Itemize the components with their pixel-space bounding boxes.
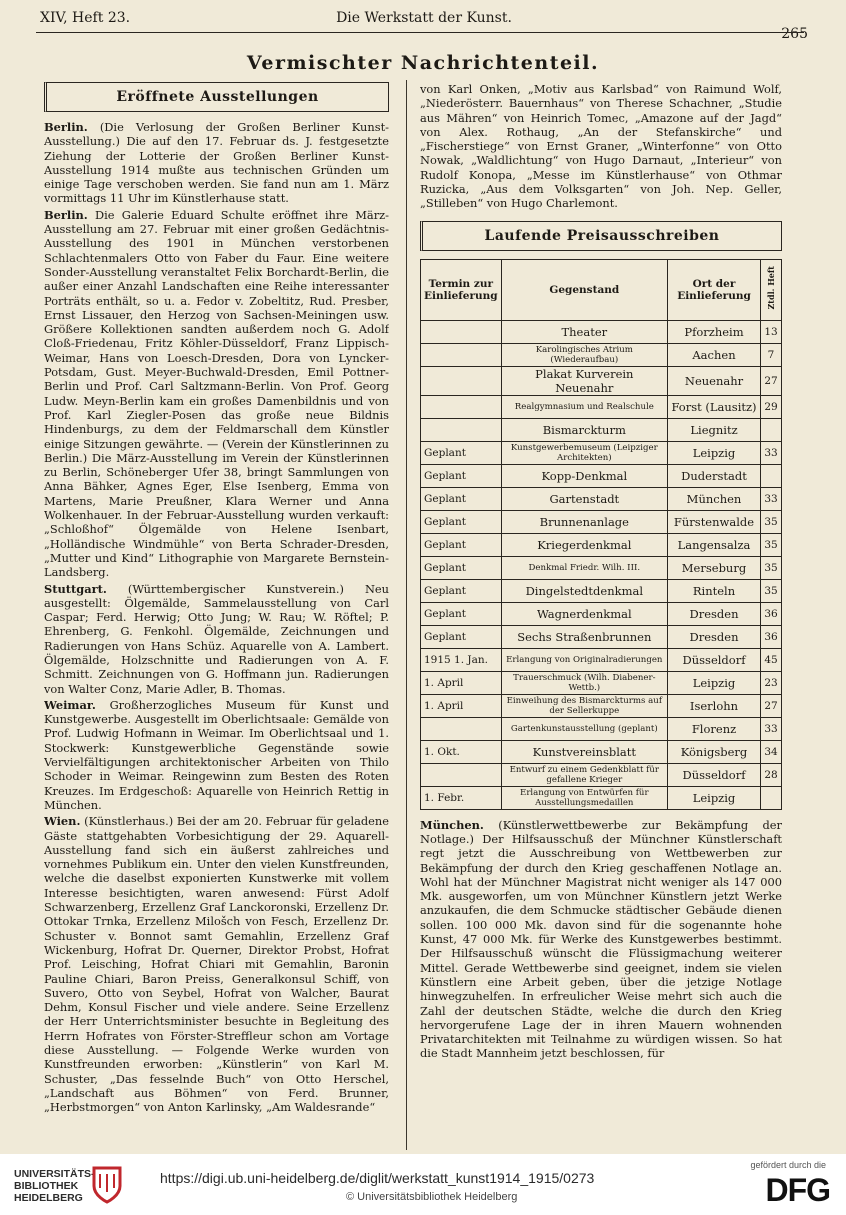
cell-heft: 13 bbox=[761, 320, 782, 343]
cell-gegenstand: Kunstvereinsblatt bbox=[501, 740, 667, 763]
cell-gegenstand: Brunnenanlage bbox=[501, 510, 667, 533]
table-row bbox=[421, 625, 782, 648]
cell-ort: Leipzig bbox=[668, 671, 761, 694]
cell-ort: Leipzig bbox=[668, 786, 761, 809]
section-heading-competitions bbox=[420, 221, 782, 251]
entry-lead: Weimar. bbox=[44, 697, 96, 712]
table-row bbox=[421, 533, 782, 556]
entry-lead: Stuttgart. bbox=[44, 581, 107, 596]
table-header-row bbox=[421, 259, 782, 320]
cell-heft: 35 bbox=[761, 533, 782, 556]
cell-ort: Iserlohn bbox=[668, 694, 761, 717]
table-row bbox=[421, 763, 782, 786]
cell-termin bbox=[421, 763, 502, 786]
cell-ort: München bbox=[668, 487, 761, 510]
running-header bbox=[40, 8, 808, 42]
cell-termin: Geplant bbox=[421, 625, 502, 648]
cell-ort: Pforzheim bbox=[668, 320, 761, 343]
news-entry bbox=[44, 814, 389, 1114]
cell-heft: 36 bbox=[761, 625, 782, 648]
cell-termin: Geplant bbox=[421, 602, 502, 625]
cell-gegenstand: Dingelstedtdenkmal bbox=[501, 579, 667, 602]
col-header-heft bbox=[761, 259, 782, 320]
entry-lead: München. bbox=[420, 817, 484, 832]
cell-ort: Düsseldorf bbox=[668, 763, 761, 786]
right-column bbox=[420, 82, 782, 1140]
table-row bbox=[421, 510, 782, 533]
cell-heft: 35 bbox=[761, 510, 782, 533]
news-entry bbox=[44, 208, 389, 580]
table-row bbox=[421, 343, 782, 366]
cell-ort: Dresden bbox=[668, 625, 761, 648]
cell-heft: 36 bbox=[761, 602, 782, 625]
table-row bbox=[421, 602, 782, 625]
cell-ort: Düsseldorf bbox=[668, 648, 761, 671]
entry-text: (Künstlerhaus.) Bei der am 20. Februar für geladene Gäste stattgehabten Vorbesichtigung der 29. Aquarell-Ausstellung fand sich ein äußerst zahlreiches und vornehmes Publikum ein. Unter den vielen Kunstfreunden, welche die daselbst exponierten Kunstwerke mit vollem Interesse besichtigten, waren anwesend: Fürst Adolf Schwarzenberg, Erzellenz Graf Lanckoronski, Erzellenz Dr. Ottokar Trnka, Erzellenz Milošch von Fesch, Erzellenz Dr. Schuster v. Bonnot samt Gemahlin, Erzellenz Graf Wickenburg, Hofrat Dr. Querner, Direktor Probst, Hofrat Prof. Leisching, Hofrat Chiari mit Gemahlin, Baronin Pauline Chiari, Baron Preiss, Generalkonsul Schiff, von Suvero, Otto von Seybel, Hofrat von Walcher, Baurat Dehm, Konsul Fischer und viele andere. Seine Erzellenz der Herr Unterrichtsminister besuchte in Begleitung des Herrn Hofrates von Förster-Streffleur schon am Vortage diese Ausstellung. — Folgende Werke wurden von Kunstfreunden erworben: „Künstlerin“ von Karl M. Schuster, „Das fesselnde Buch“ von Otto Herschel, „Landschaft aus Böhmen“ von Ferd. Brunner, „Herbstmorgen“ von Anton Karlinsky, „Am Waldesrande“ bbox=[44, 814, 389, 1115]
cell-gegenstand: Trauerschmuck (Wilh. Diabener-Wettb.) bbox=[501, 671, 667, 694]
library-name: UNIVERSITÄTS- BIBLIOTHEK HEIDELBERG bbox=[14, 1168, 95, 1204]
cell-heft: 33 bbox=[761, 441, 782, 464]
entry-text: (Württembergischer Kunstverein.) Neu ausgestellt: Ölgemälde, Sammelausstellung von Carl Caspar; Ferd. Herwig; Otto Jung; W. Rau; W. Röftel; P. Ehrenberg, G. Fenkohl. Ölgemälde, Zeichnungen und Radierungen von Hans Schüz. Aquarelle von A. Lambert. Ölgemälde, Holzschnitte und Radierungen von A. F. Schmitt. Zeichnungen von G. Hoffmann jun. Radierungen von Walter Conz, Marie Adler, B. Thomas. bbox=[44, 581, 389, 696]
table-row bbox=[421, 395, 782, 418]
entry-text: (Künstlerwettbewerbe zur Bekämpfung der Notlage.) Der Hilfsausschuß der Münchner Künstlerschaft regt jetzt die Ausschreibung von Wettbewerben zur Bekämpfung der durch den Krieg geschaffenen Notlage an. Wohl hat der Münchner Magistrat nicht weniger als 147 000 Mk. ausgeworfen, um von Münchner Künstlern jetzt Werke anzukaufen, die dem Schmucke städtischer Gebäude dienen sollen. 100 000 Mk. davon sind für die sogenannte hohe Kunst, 47 000 Mk. für Werke des Kunstgewerbes bestimmt. Der Hilfsausschuß wünscht die Flüssigmachung weiterer Mittel. Gerade Wettbewerbe sind geeignet, indem sie vielen Künstlern eine Arbeit geben, über die jetzige Notlage hinwegzuhelfen. In erfreulicher Weise mehrt sich auch die Zahl der deutschen Städte, welche die durch den Krieg hervorgerufene Lage der in ihren Mauern wohnenden Privatarchitekten mit Teilnahme zu würdigen wissen. So hat die Stadt Mannheim jetzt beschlossen, für bbox=[420, 817, 782, 1061]
table-row bbox=[421, 418, 782, 441]
cell-gegenstand: Bismarckturm bbox=[501, 418, 667, 441]
cell-gegenstand: Kopp-Denkmal bbox=[501, 464, 667, 487]
cell-gegenstand: Gartenkunstausstellung (geplant) bbox=[501, 717, 667, 740]
cell-termin: Geplant bbox=[421, 533, 502, 556]
cell-heft: 45 bbox=[761, 648, 782, 671]
cell-heft: 33 bbox=[761, 487, 782, 510]
cell-ort: Fürstenwalde bbox=[668, 510, 761, 533]
cell-gegenstand: Theater bbox=[501, 320, 667, 343]
cell-ort: Neuenahr bbox=[668, 366, 761, 395]
cell-termin bbox=[421, 366, 502, 395]
page-url-link[interactable]: https://digi.ub.uni-heidelberg.de/diglit/werkstatt_kunst1914_1915/0273 bbox=[160, 1170, 595, 1186]
cell-termin: 1. April bbox=[421, 694, 502, 717]
copyright-text: © Universitätsbibliothek Heidelberg bbox=[346, 1191, 518, 1203]
column-divider bbox=[406, 80, 407, 1150]
cell-heft: 27 bbox=[761, 694, 782, 717]
table-row bbox=[421, 487, 782, 510]
entry-lead: Wien. bbox=[44, 814, 81, 829]
cell-gegenstand: Plakat Kurverein Neuenahr bbox=[501, 366, 667, 395]
cell-ort: Forst (Lausitz) bbox=[668, 395, 761, 418]
table-row bbox=[421, 579, 782, 602]
cell-termin: Geplant bbox=[421, 464, 502, 487]
cell-heft bbox=[761, 786, 782, 809]
cell-heft: 35 bbox=[761, 556, 782, 579]
cell-heft: 28 bbox=[761, 763, 782, 786]
cell-termin bbox=[421, 418, 502, 441]
cell-termin bbox=[421, 320, 502, 343]
table-row bbox=[421, 648, 782, 671]
cell-gegenstand: Karolingisches Atrium (Wiederaufbau) bbox=[501, 343, 667, 366]
col-header-gegenstand: Gegenstand bbox=[501, 259, 667, 320]
cell-ort: Königsberg bbox=[668, 740, 761, 763]
entry-text: Die Galerie Eduard Schulte eröffnet ihre März-Ausstellung am 27. Februar mit einer großen Gedächtnis-Ausstellung des 1901 in München verstorbenen Schlachtenmalers Otto von Faber du Faur. Eine weitere Sonder-Ausstellung veranstaltet Felix Borchardt-Berlin, die außer einer Anzahl Landschaften eine Reihe interessanter Porträts enthält, so u. a. Fedor v. Zobeltitz, Rud. Presber, Ernst Lissauer, den Herzog von Sachsen-Meiningen usw. Größere Kollektionen sandten außerdem noch G. Adolf Cloß-Friedenau, Fritz Köhler-Düsseldorf, Franz Lippisch-Weimar, Hans von Loesch-Dresden, Dora von Lyncker-Potsdam, Gust. Meyer-Buchwald-Dresden, Emil Pottner-Berlin und Prof. Carl Saltzmann-Berlin. Von Prof. Georg Ludw. Meyn-Berlin kam ein großes Damenbildnis und von Prof. Karl Ziegler-Posen das große neue Bildnis Hindenburgs, zu dem der Feldmarschall dem Künstler einige Sitzungen gewährte. — (Verein der Künstlerinnen zu Berlin.) Die März-Ausstellung im Verein der Künstlerinnen zu Berlin, Schöneberger Ufer 38, bringt Sammlungen von Anna Bähker, Agnes Eger, Else Isenberg, Emma von Martens, Marie Preußner, Klara Werner und Anna Wolkenhauer. In der Februar-Ausstellung wurden verkauft: „Schloßhof“ Ölgemälde von Helene Isenbart, „Holländische Windmühle“ von Berta Schrader-Dresden, „Mutter und Kind“ Lithographie von Margarete Bernstein-Landsberg. bbox=[44, 207, 389, 580]
dfg-logo: DFG bbox=[765, 1172, 830, 1208]
library-seal-icon bbox=[90, 1164, 124, 1204]
cell-termin: 1. April bbox=[421, 671, 502, 694]
cell-gegenstand: Gartenstadt bbox=[501, 487, 667, 510]
cell-gegenstand: Entwurf zu einem Gedenkblatt für gefallene Krieger bbox=[501, 763, 667, 786]
cell-gegenstand: Denkmal Friedr. Wilh. III. bbox=[501, 556, 667, 579]
journal-title: Die Werkstatt der Kunst. bbox=[336, 10, 512, 26]
viewer-footer bbox=[0, 1154, 846, 1215]
page-number: 265 bbox=[781, 26, 808, 42]
funder-caption: gefördert durch die bbox=[750, 1160, 826, 1170]
news-entry bbox=[44, 582, 389, 696]
news-entry bbox=[44, 120, 389, 206]
table-row bbox=[421, 464, 782, 487]
col-header-termin: Termin zur Einlieferung bbox=[421, 259, 502, 320]
cell-heft: 7 bbox=[761, 343, 782, 366]
cell-ort: Duderstadt bbox=[668, 464, 761, 487]
cell-termin: 1. Febr. bbox=[421, 786, 502, 809]
section-heading-text: Eröffnete Ausstellungen bbox=[116, 89, 319, 105]
cell-gegenstand: Erlangung von Entwürfen für Ausstellungsmedaillen bbox=[501, 786, 667, 809]
continued-text: von Karl Onken, „Motiv aus Karlsbad“ von Raimund Wolf, „Niederösterr. Bauernhaus“ von Therese Schachner, „Studie aus Mähren“ von Heinrich Tomec, „Amazone auf der Jagd“ von Alex. Rothaug, „An der Stefanskirche“ und „Fischerstiege“ von Ernst Graner, „Winterfonne“ von Otto Nowak, „Waldlichtung“ von Hugo Darnaut, „Interieur“ von Rudolf Konopa, „Messe im Künstlerhause“ von Othmar Ruzicka, „Aus dem Volksgarten“ von Joh. Nep. Geller, „Stilleben“ von Hugo Charlemont. bbox=[420, 82, 782, 211]
competitions-table-body bbox=[421, 320, 782, 809]
table-row bbox=[421, 694, 782, 717]
entry-lead: Berlin. bbox=[44, 207, 88, 222]
cell-heft: 23 bbox=[761, 671, 782, 694]
cell-termin bbox=[421, 717, 502, 740]
exhibition-entries bbox=[44, 120, 389, 1114]
cell-heft: 33 bbox=[761, 717, 782, 740]
cell-termin: Geplant bbox=[421, 556, 502, 579]
table-row bbox=[421, 786, 782, 809]
page-title: Vermischter Nachrichtenteil. bbox=[246, 52, 600, 74]
cell-termin: 1. Okt. bbox=[421, 740, 502, 763]
cell-heft bbox=[761, 418, 782, 441]
table-row bbox=[421, 441, 782, 464]
col-header-heft-text: Ztdl. Heft bbox=[766, 266, 776, 310]
cell-termin: Geplant bbox=[421, 487, 502, 510]
header-rule bbox=[36, 32, 804, 33]
cell-termin: 1915 1. Jan. bbox=[421, 648, 502, 671]
cell-termin bbox=[421, 395, 502, 418]
issue-label: XIV, Heft 23. bbox=[40, 10, 131, 26]
table-row bbox=[421, 320, 782, 343]
cell-ort: Rinteln bbox=[668, 579, 761, 602]
left-column bbox=[44, 80, 389, 1140]
cell-gegenstand: Realgymnasium und Realschule bbox=[501, 395, 667, 418]
cell-ort: Leipzig bbox=[668, 441, 761, 464]
cell-gegenstand: Sechs Straßenbrunnen bbox=[501, 625, 667, 648]
entry-text: Großherzogliches Museum für Kunst und Kunstgewerbe. Ausgestellt im Oberlichtsaale: Gemälde von Prof. Ludwig Hofmann in Weimar. Im Oberlichtsaal und 1. Stockwerk: Kunstgewerbliche Gegenstände sowie Vervielfältigungen architektonischer Arbeiten von Thilo Schoder in Weimar. Reingewinn zum Besten des Roten Kreuzes. Im Erdgeschoß: Aquarelle von Heinrich Rettig in München. bbox=[44, 697, 389, 812]
cell-heft: 34 bbox=[761, 740, 782, 763]
cell-termin bbox=[421, 343, 502, 366]
section-heading-exhibitions bbox=[44, 82, 389, 112]
cell-ort: Merseburg bbox=[668, 556, 761, 579]
table-row bbox=[421, 717, 782, 740]
table-row bbox=[421, 671, 782, 694]
news-entry bbox=[44, 698, 389, 812]
competitions-table bbox=[420, 259, 782, 810]
cell-gegenstand: Kriegerdenkmal bbox=[501, 533, 667, 556]
cell-gegenstand: Einweihung des Bismarckturms auf der Sellerkuppe bbox=[501, 694, 667, 717]
section-heading-text: Laufende Preisausschreiben bbox=[484, 227, 720, 244]
library-logo bbox=[14, 1162, 144, 1206]
cell-termin: Geplant bbox=[421, 441, 502, 464]
cell-heft: 29 bbox=[761, 395, 782, 418]
cell-heft: 27 bbox=[761, 366, 782, 395]
cell-heft bbox=[761, 464, 782, 487]
news-entry-muenchen bbox=[420, 818, 782, 1061]
cell-heft: 35 bbox=[761, 579, 782, 602]
cell-termin: Geplant bbox=[421, 579, 502, 602]
table-row bbox=[421, 556, 782, 579]
cell-gegenstand: Wagnerdenkmal bbox=[501, 602, 667, 625]
cell-gegenstand: Erlangung von Originalradierungen bbox=[501, 648, 667, 671]
col-header-ort: Ort der Einlieferung bbox=[668, 259, 761, 320]
cell-ort: Liegnitz bbox=[668, 418, 761, 441]
cell-gegenstand: Kunstgewerbemuseum (Leipziger Architekten) bbox=[501, 441, 667, 464]
cell-ort: Langensalza bbox=[668, 533, 761, 556]
table-row bbox=[421, 366, 782, 395]
cell-ort: Aachen bbox=[668, 343, 761, 366]
table-row bbox=[421, 740, 782, 763]
cell-termin: Geplant bbox=[421, 510, 502, 533]
cell-ort: Florenz bbox=[668, 717, 761, 740]
cell-ort: Dresden bbox=[668, 602, 761, 625]
entry-text: (Die Verlosung der Großen Berliner Kunst-Ausstellung.) Die auf den 17. Februar ds. J. festgesetzte Ziehung der Lotterie der Großen Berliner Kunst-Ausstellung 1914 mußte aus technischen Gründen um einige Tage verschoben werden. Sie fand nun am 1. März vormittags 11 Uhr im Künstlerhause statt. bbox=[44, 120, 389, 206]
entry-lead: Berlin. bbox=[44, 120, 88, 134]
